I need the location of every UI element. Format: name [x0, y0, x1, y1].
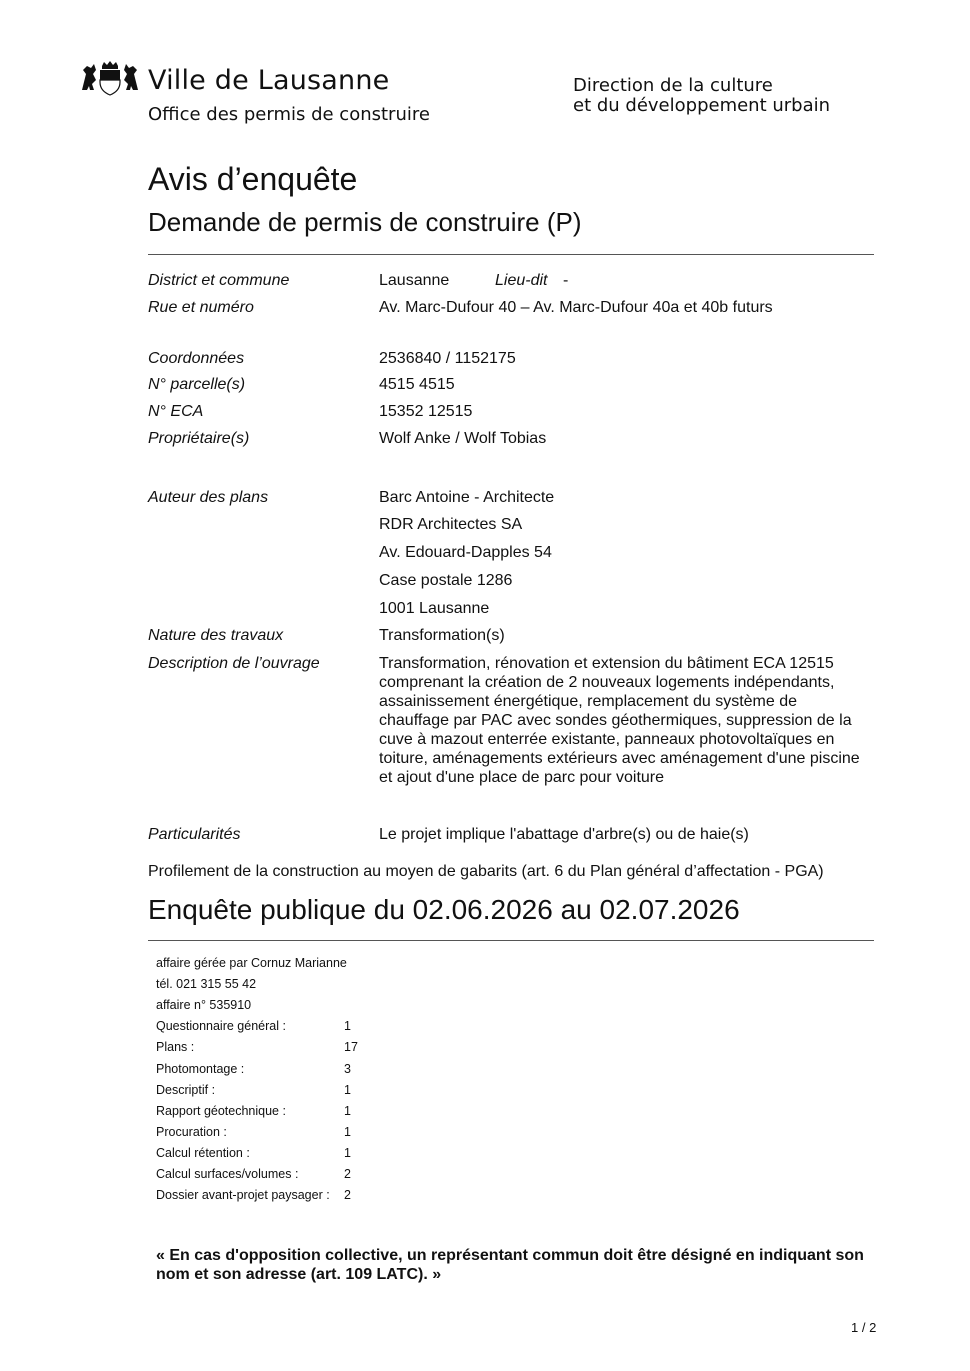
department-line-2: et du développement urbain: [573, 95, 831, 116]
page-subtitle: Demande de permis de construire (P): [148, 207, 582, 237]
description-value: [379, 654, 879, 787]
document-label: Calcul surfaces/volumes :: [156, 1167, 299, 1181]
eca-value: 15352 12515: [379, 403, 473, 420]
nature-value: Transformation(s): [379, 627, 505, 644]
department-name: [573, 76, 830, 116]
bottom-divider: [148, 940, 874, 941]
document-count: 1: [344, 1083, 351, 1097]
nature-label: Nature des travaux: [148, 627, 284, 644]
top-divider: [148, 254, 874, 255]
document-count: 1: [344, 1104, 351, 1118]
enquete-dates: Enquête publique du 02.06.2026 au 02.07.2026: [148, 894, 740, 925]
rue-value: Av. Marc-Dufour 40 – Av. Marc-Dufour 40a et 40b futurs: [379, 299, 773, 316]
district-label: District et commune: [148, 272, 290, 289]
opposition-notice: « En cas d'opposition collective, un représentant commun doit être désigné en indiquant son nom et son adresse (art. 109 LATC). »: [156, 1247, 864, 1283]
auteur-line: Av. Edouard-Dapples 54: [379, 544, 552, 561]
document-count: 1: [344, 1146, 351, 1160]
description-line: cuve à mazout enterrée existante, panneaux photovoltaïques en: [379, 731, 835, 748]
description-line: et ajout d'une place de parc pour voiture: [379, 769, 665, 786]
affaire-phone: tél. 021 315 55 42: [156, 977, 257, 991]
page-title: Avis d’enquête: [148, 161, 358, 197]
coordonnees-value: 2536840 / 1152175: [379, 350, 516, 367]
description-label: Description de l’ouvrage: [148, 655, 320, 672]
proprietaire-label: Propriétaire(s): [148, 430, 250, 447]
document-label: Procuration :: [156, 1125, 227, 1139]
rue-label: Rue et numéro: [148, 299, 254, 316]
org-subtitle: Office des permis de construire: [148, 104, 430, 125]
org-name: Ville de Lausanne: [148, 65, 390, 96]
description-line: assainissement énergétique, remplacement du système de: [379, 693, 797, 710]
page-number: 1 / 2: [851, 1320, 877, 1335]
district-value: Lausanne: [379, 272, 450, 289]
parcelle-label: N° parcelle(s): [148, 376, 246, 393]
eca-label: N° ECA: [148, 403, 204, 420]
document-label: Photomontage :: [156, 1062, 245, 1076]
auteur-line: Case postale 1286: [379, 572, 513, 589]
affaire-number: affaire n° 535910: [156, 998, 252, 1012]
description-line: toiture, aménagements extérieurs avec aménagement d'une piscine: [379, 750, 860, 767]
document-label: Plans :: [156, 1040, 195, 1054]
proprietaire-value: Wolf Anke / Wolf Tobias: [379, 430, 547, 447]
document-label: Rapport géotechnique :: [156, 1104, 286, 1118]
profilement-text: Profilement de la construction au moyen de gabarits (art. 6 du Plan général d’affectation - PGA): [148, 863, 824, 880]
particularites-label: Particularités: [148, 826, 241, 843]
document-count: 1: [344, 1125, 351, 1139]
description-line: Transformation, rénovation et extension du bâtiment ECA 12515: [379, 655, 834, 672]
description-line: chauffage par PAC avec sondes géothermiques, suppression de la: [379, 712, 852, 729]
lieu-dit-label: Lieu-dit: [495, 272, 548, 289]
coordonnees-label: Coordonnées: [148, 350, 245, 367]
document-label: Dossier avant-projet paysager :: [156, 1188, 330, 1202]
particularites-value: Le projet implique l'abattage d'arbre(s) ou de haie(s): [379, 826, 749, 843]
document-count: 1: [344, 1019, 351, 1033]
description-line: comprenant la création de 2 nouveaux logements indépendants,: [379, 674, 835, 691]
auteur-label: Auteur des plans: [148, 489, 269, 506]
document-count: 2: [344, 1167, 351, 1181]
lieu-dit-value: -: [563, 272, 569, 289]
document-count: 17: [344, 1040, 358, 1054]
auteur-line: RDR Architectes SA: [379, 516, 523, 533]
auteur-line: 1001 Lausanne: [379, 600, 490, 617]
document-label: Descriptif :: [156, 1083, 216, 1097]
affaire-manager: affaire gérée par Cornuz Marianne: [156, 956, 347, 970]
document-label: Questionnaire général :: [156, 1019, 286, 1033]
lausanne-coat-of-arms-icon: [80, 60, 140, 96]
document-label: Calcul rétention :: [156, 1146, 250, 1160]
auteur-line: Barc Antoine - Architecte: [379, 489, 555, 506]
department-line-1: Direction de la culture: [573, 75, 773, 96]
document-count: 2: [344, 1188, 351, 1202]
parcelle-value: 4515 4515: [379, 376, 455, 393]
document-count: 3: [344, 1062, 351, 1076]
